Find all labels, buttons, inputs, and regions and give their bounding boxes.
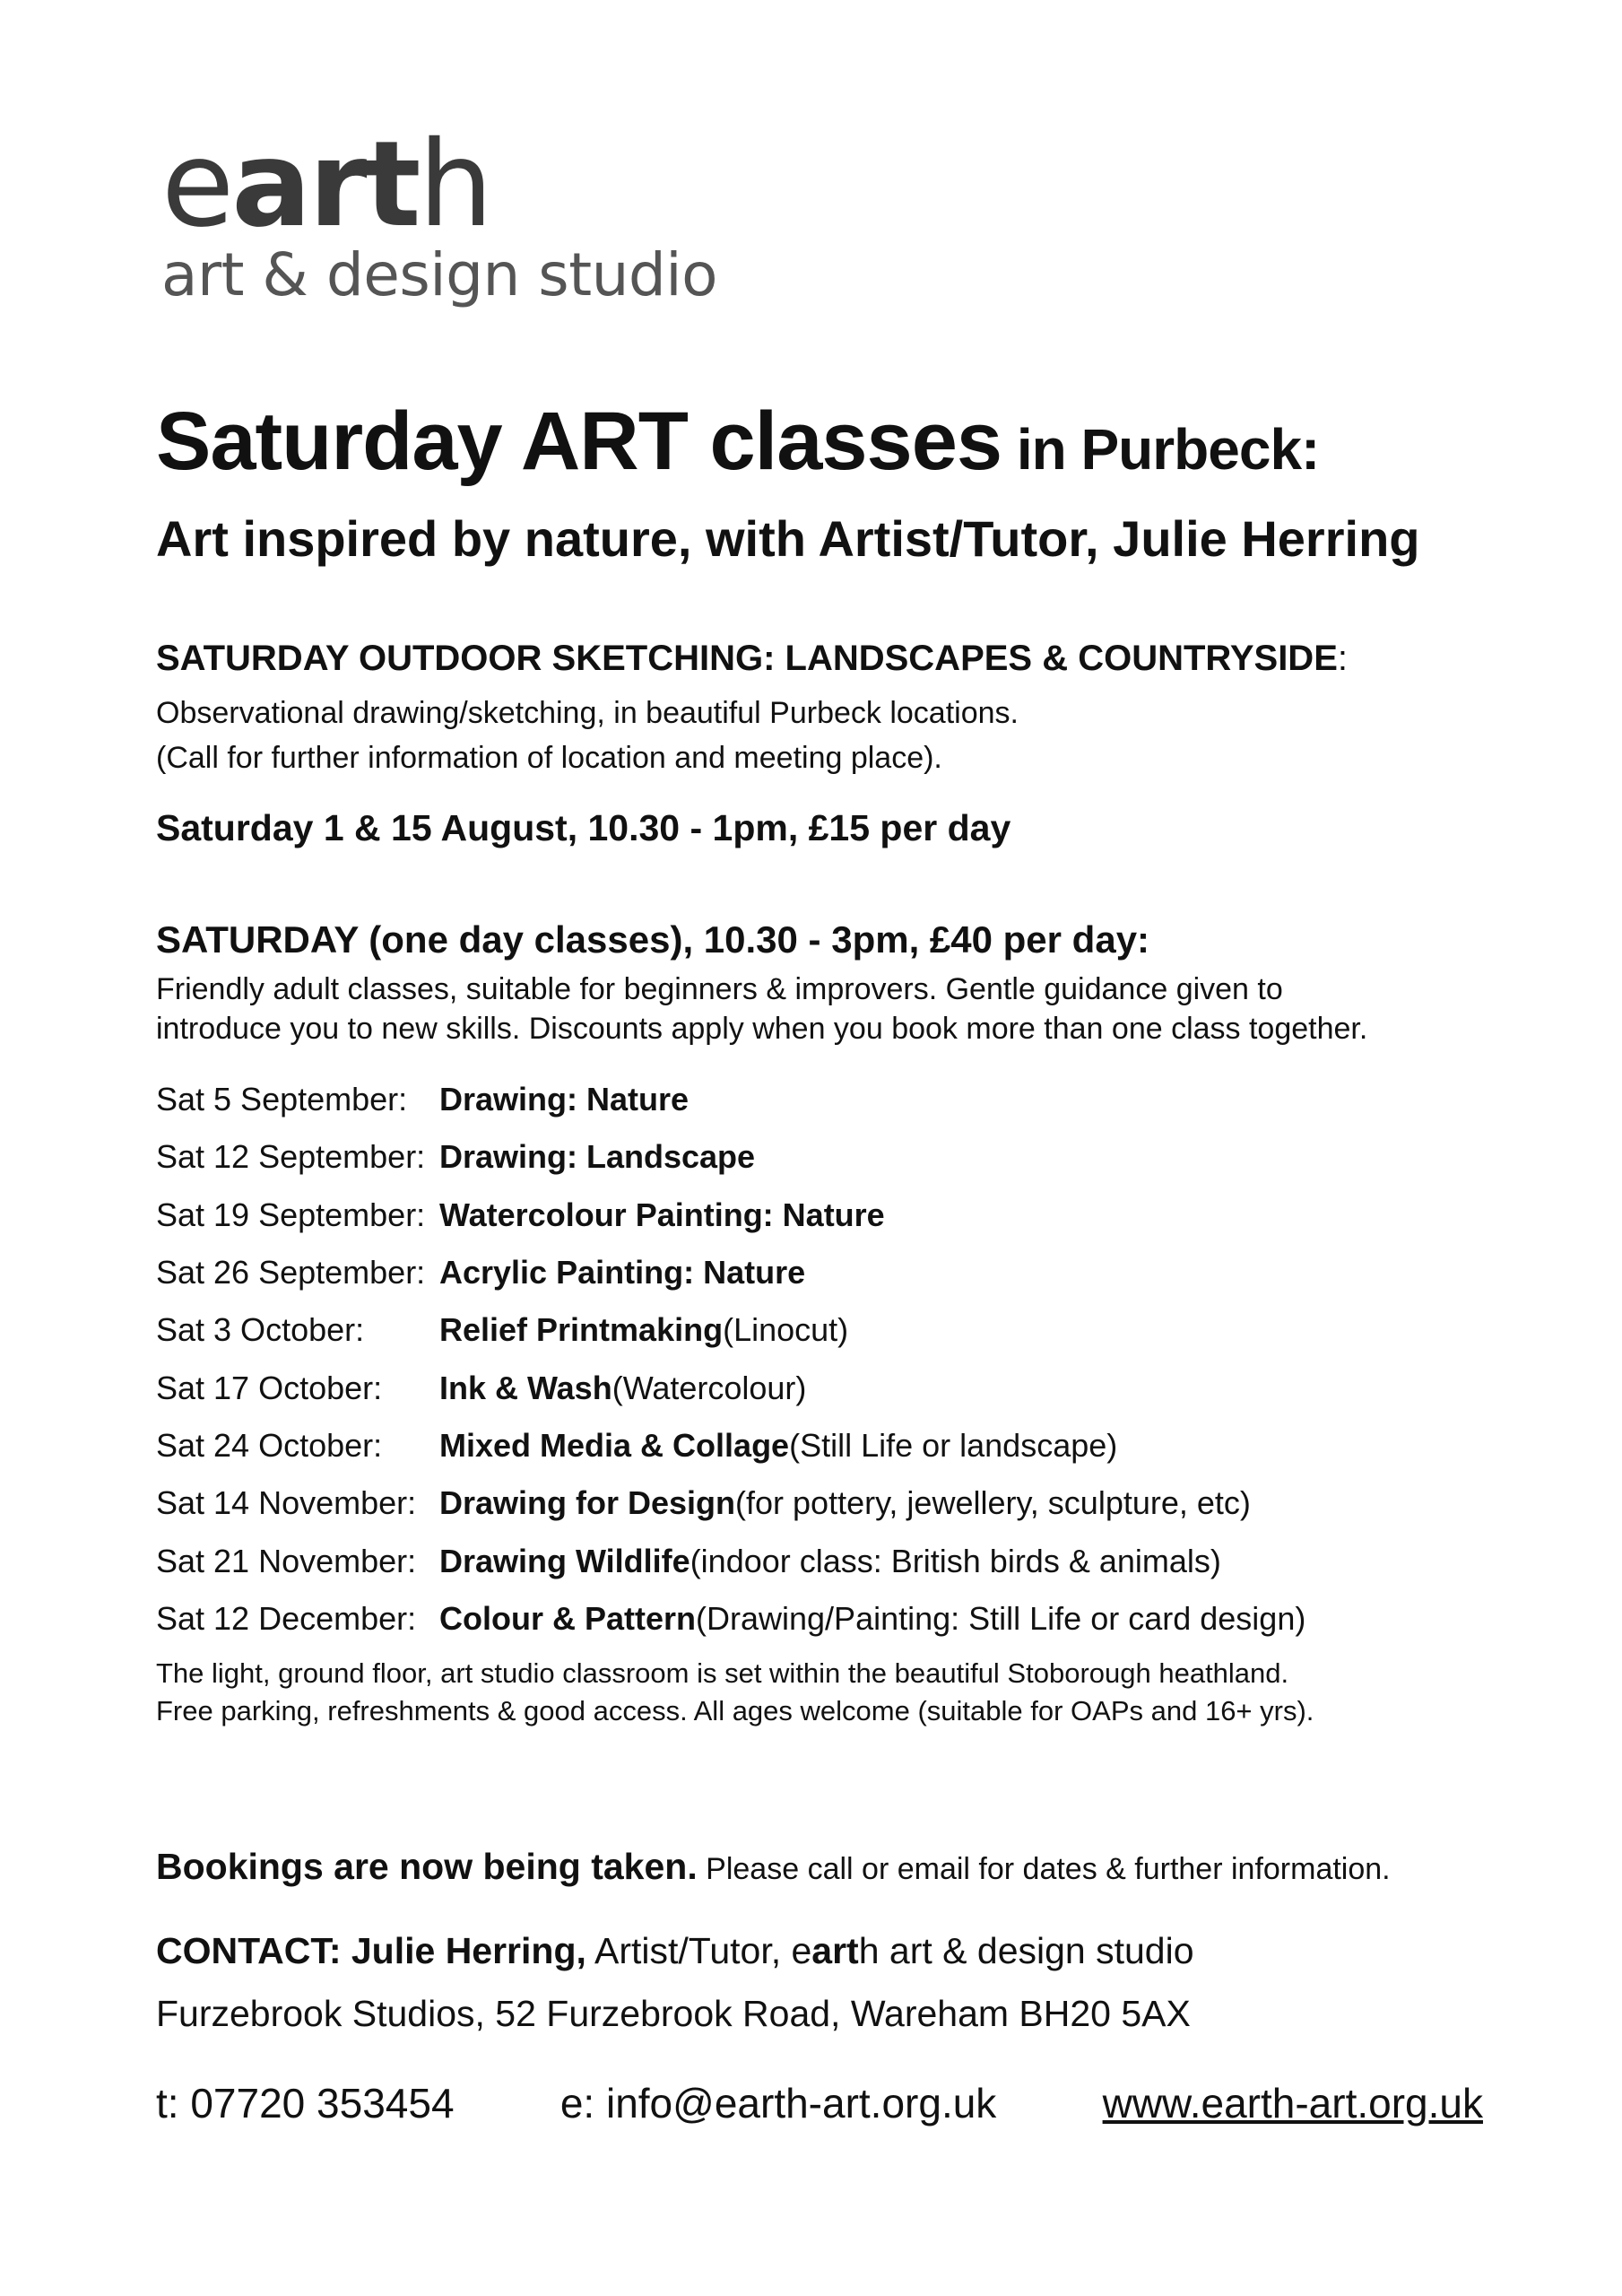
outdoor-description-line-1: Observational drawing/sketching, in beautiful Purbeck locations. [156,696,1019,730]
class-title: Acrylic Painting: Nature [439,1254,806,1292]
outdoor-title-colon: : [1337,639,1348,678]
contact-line [156,1930,1194,1972]
class-date: Sat 21 November: [156,1542,417,1579]
schedule-row [156,1474,1501,1532]
class-title: Mixed Media & Collage [439,1426,790,1464]
class-date: Sat 12 September: [156,1138,426,1176]
contact-studio: h art & design studio [858,1930,1194,1971]
page-subtitle: Art inspired by nature, with Artist/Tutor, Julie Herring [156,510,1420,567]
class-title: Ink & Wash [439,1369,612,1406]
title-main: Saturday ART classes [156,396,1002,487]
schedule-row [156,1359,1501,1416]
contact-label: CONTACT: Julie Herring, [156,1930,586,1971]
class-title: Drawing: Nature [439,1081,690,1118]
logo-wordmark [161,116,717,254]
class-title: Drawing Wildlife [439,1542,690,1579]
class-note: (Linocut) [723,1311,849,1349]
class-title: Colour & Pattern [439,1599,697,1637]
class-date: Sat 26 September: [156,1254,426,1292]
schedule-row [156,1071,1501,1128]
class-note: (for pottery, jewellery, sculpture, etc) [735,1484,1251,1522]
oneday-description-line-2: introduce you to new skills. Discounts apply when you book more than one class together. [156,1012,1368,1046]
class-date: Sat 17 October: [156,1369,383,1406]
schedule-row [156,1417,1501,1474]
schedule-row [156,1590,1501,1648]
page-title [156,395,1319,489]
phone-number[interactable]: t: 07720 353454 [156,2080,455,2126]
oneday-section-title: SATURDAY (one day classes), 10.30 - 3pm, £40 per day: [156,918,1150,961]
bookings-bold: Bookings are now being taken. [156,1846,698,1887]
class-date: Sat 24 October: [156,1426,383,1464]
class-date: Sat 5 September: [156,1081,408,1118]
logo-letter-e: e [161,116,232,254]
outdoor-title-text: SATURDAY OUTDOOR SKETCHING: LANDSCAPES & COUNTRYSIDE [156,639,1338,678]
venue-description-line-1: The light, ground floor, art studio classroom is set within the beautiful Stoborough heathland. [156,1657,1289,1689]
venue-description-line-2: Free parking, refreshments & good access. All ages welcome (suitable for OAPs and 16+ yrs). [156,1695,1314,1726]
bookings-notice [156,1846,1391,1888]
logo-subtitle: art & design studio [161,240,718,309]
studio-logo [161,116,718,309]
class-date: Sat 14 November: [156,1484,417,1522]
schedule-row [156,1301,1501,1359]
contact-art: art [811,1930,859,1971]
class-title: Drawing: Landscape [439,1138,756,1176]
class-note: (Watercolour) [612,1369,807,1406]
outdoor-dates: Saturday 1 & 15 August, 10.30 - 1pm, £15 per day [156,807,1011,848]
logo-letters-art: art [231,116,419,254]
email-address[interactable]: e: info@earth-art.org.uk [559,2080,997,2126]
logo-letter-h: h [418,116,491,254]
contact-address: Furzebrook Studios, 52 Furzebrook Road, Wareham BH20 5AX [156,1993,1191,2034]
class-title: Drawing for Design [439,1484,736,1522]
class-date: Sat 12 December: [156,1599,417,1637]
class-title: Relief Printmaking [439,1311,724,1349]
class-date: Sat 19 September: [156,1196,426,1233]
schedule-row [156,1532,1501,1589]
website-link[interactable]: www.earth-art.org.uk [1102,2080,1483,2126]
outdoor-section-title [156,639,1348,679]
contact-role: Artist/Tutor, e [585,1930,812,1971]
schedule-row [156,1187,1501,1244]
schedule-row [156,1128,1501,1186]
bookings-rest: Please call or email for dates & further information. [697,1852,1391,1886]
class-note: (Drawing/Painting: Still Life or card design) [696,1599,1306,1637]
class-note: (indoor class: British birds & animals) [690,1542,1221,1579]
class-title: Watercolour Painting: Nature [439,1196,885,1233]
class-date: Sat 3 October: [156,1311,365,1349]
class-schedule [156,1071,1501,1648]
title-suffix: in Purbeck: [1002,417,1320,482]
contact-footer [156,2079,1483,2127]
schedule-row [156,1244,1501,1301]
oneday-description-line-1: Friendly adult classes, suitable for beginners & improvers. Gentle guidance given to [156,972,1283,1006]
outdoor-description-line-2: (Call for further information of location and meeting place). [156,741,942,775]
class-note: (Still Life or landscape) [789,1426,1118,1464]
